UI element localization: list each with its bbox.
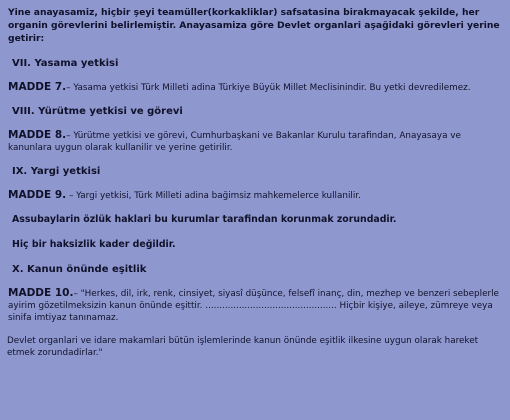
statement-assubay: Assubaylarin özlük haklari bu kurumlar tarafindan korunmak zorundadir.	[12, 214, 397, 225]
article-text: – Yasama yetkisi Türk Milleti adina Türkiye Büyük Millet Meclisinindir. Bu yetki devredilemez.	[66, 83, 471, 93]
article-text: – "Herkes, dil, irk, renk, cinsiyet, siyasî düşünce, felsefî inanç, din, mezhep ve benzeri sebeplerle ayirim gözetilmeksizin kanun önünde eşittir. ............................................... Hiçbir kişiye, aileye, zümreye veya sinifa imtiyaz tanınamaz.	[8, 289, 499, 323]
section-heading-vii: VII. Yasama yetkisi	[12, 58, 119, 69]
section-heading-ix: IX. Yargi yetkisi	[12, 166, 101, 177]
article-10	[6, 287, 504, 324]
statement-kader: Hiç bir haksizlik kader değildir.	[12, 239, 176, 250]
article-text: – Yargi yetkisi, Türk Milleti adina bağimsiz mahkemelerce kullanilir.	[68, 191, 361, 201]
article-number: MADDE 10.	[8, 287, 74, 299]
section-heading-x: X. Kanun önünde eşitlik	[12, 264, 147, 275]
article-number: MADDE 9.	[8, 189, 67, 201]
closing-paragraph: Devlet organlari ve idare makamlari bütün işlemlerinde kanun önünde eşitlik ilkesine uygun olarak hareket etmek zorundadirlar."	[7, 336, 479, 358]
article-7	[6, 81, 504, 94]
article-8	[6, 129, 504, 154]
article-9	[6, 189, 504, 202]
section-heading-viii: VIII. Yürütme yetkisi ve görevi	[12, 106, 183, 117]
article-number: MADDE 8.	[8, 129, 67, 141]
intro-paragraph: Yine anayasamiz, hiçbir şeyi teamüller(korkakliklar) safsatasina birakmayacak şekilde, her organin görevlerini belirlemiştir. Anayasamiza göre Devlet organlari aşağidaki görevleri yerine getirir:	[8, 7, 500, 44]
article-number: MADDE 7.	[8, 81, 67, 93]
article-text: – Yürütme yetkisi ve görevi, Cumhurbaşkani ve Bakanlar Kurulu tarafindan, Anayasaya ve kanunlara uygun olarak kullanilir ve yerine getirilir.	[8, 131, 461, 153]
